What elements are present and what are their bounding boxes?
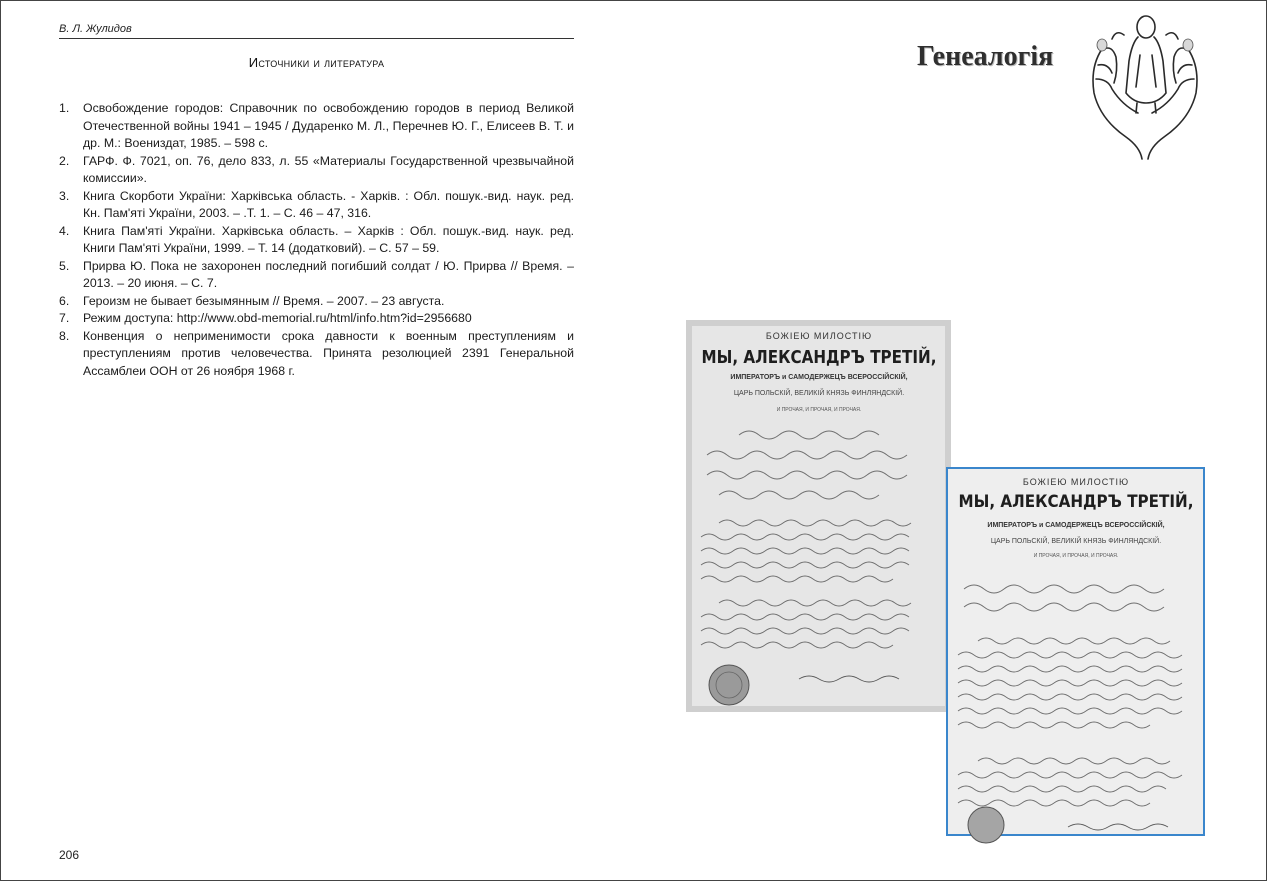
reference-text: Книга Пам'яті України. Харківська область. – Харків : Обл. пошук.-вид. наук. ред. Книги Пам'яті України, 1999. – Т. 14 (додатковий). – С. 57 – 59. <box>83 223 574 255</box>
reference-number: 8. <box>59 328 70 343</box>
reference-text: Режим доступа: http://www.obd-memorial.ru/html/info.htm?id=2956680 <box>83 311 472 325</box>
reference-text: Освобождение городов: Справочник по освобождению городов в период Великой Отечественной войны 1941 – 1945 / Дударенко М. Л., Перечнев Ю. Г., Елисеев В. Т. и др. М.: Воениздат, 1985. – 598 с. <box>83 101 574 150</box>
doc2-header-line3: ИМПЕРАТОРЪ и САМОДЕРЖЕЦЪ ВСЕРОССІЙСКІЙ, <box>987 522 1165 529</box>
doc1-header-line1: БОЖІЕЮ МИЛОСТІЮ <box>765 331 873 341</box>
doc2-header-line4: ЦАРЬ ПОЛЬСКІЙ, ВЕЛИКІЙ КНЯЗЬ ФИНЛЯНДСКІЙ. <box>990 538 1162 545</box>
reference-number: 4. <box>59 223 70 238</box>
section-title: Источники и литература <box>248 55 385 70</box>
document-photo-2 <box>946 467 1222 836</box>
document-2-image <box>948 469 1222 834</box>
reference-item <box>59 310 574 328</box>
reference-item <box>59 223 574 258</box>
document-1-image <box>689 323 981 709</box>
reference-number: 7. <box>59 311 70 325</box>
rubric-title: Генеалогія <box>917 41 1054 72</box>
left-page <box>1 1 634 880</box>
doc2-header-line1: БОЖІЕЮ МИЛОСТІЮ <box>1022 477 1130 487</box>
reference-text: Книга Скорботи України: Харківська область. - Харків. : Обл. пошук.-вид. наук. ред. Кн. Пам'яті України, 2003. – .Т. 1. – С. 46 – 47, 316. <box>83 188 574 220</box>
doc2-header-line2: МЫ, АЛЕКСАНДРЪ ТРЕТІЙ, <box>958 492 1222 512</box>
wax-seal-icon <box>709 665 749 705</box>
reference-item <box>59 328 574 381</box>
document-photo-1 <box>687 321 981 711</box>
reference-item <box>59 153 574 188</box>
reference-text: Конвенция о неприменимости срока давности к военным преступлениям и преступлениям против человечества. Принята резолюцией 2391 Генеральной Ассамблеи ООН от 26 ноября 1968 г. <box>83 328 574 378</box>
reference-number: 6. <box>59 293 70 308</box>
reference-item <box>59 258 574 293</box>
reference-text: Прирва Ю. Пока не захоронен последний погибший солдат / Ю. Прирва // Время. – 2013. – 20 июня. – С. 7. <box>83 258 574 290</box>
reference-list <box>59 100 574 380</box>
doc1-header-line3: ИМПЕРАТОРЪ и САМОДЕРЖЕЦЪ ВСЕРОССІЙСКІЙ, <box>730 374 908 381</box>
doc1-header-line5: И ПРОЧАЯ, И ПРОЧАЯ, И ПРОЧАЯ. <box>776 407 862 413</box>
running-head-author: В. Л. Жулидов <box>59 23 574 39</box>
reference-item <box>59 188 574 223</box>
reference-number: 1. <box>59 101 70 115</box>
doc1-header-line4: ЦАРЬ ПОЛЬСКІЙ, ВЕЛИКІЙ КНЯЗЬ ФИНЛЯНДСКІЙ. <box>733 390 905 397</box>
reference-number: 5. <box>59 258 70 273</box>
hands-figure-emblem <box>1082 9 1208 159</box>
reference-text: ГАРФ. Ф. 7021, оп. 76, дело 833, л. 55 «Материалы Государственной чрезвычайной комиссии». <box>83 153 574 185</box>
doc2-header-line5: И ПРОЧАЯ, И ПРОЧАЯ, И ПРОЧАЯ. <box>1033 553 1119 559</box>
reference-number: 3. <box>59 188 70 203</box>
doc1-header-line2: МЫ, АЛЕКСАНДРЪ ТРЕТІЙ, <box>701 347 981 368</box>
page-number: 206 <box>59 848 80 862</box>
reference-number: 2. <box>59 153 70 168</box>
wax-seal-icon <box>968 807 1004 843</box>
reference-item <box>59 100 574 153</box>
right-page <box>634 1 1266 880</box>
reference-item <box>59 293 574 311</box>
reference-text: Героизм не бывает безымянным // Время. – 2007. – 23 августа. <box>83 293 445 308</box>
